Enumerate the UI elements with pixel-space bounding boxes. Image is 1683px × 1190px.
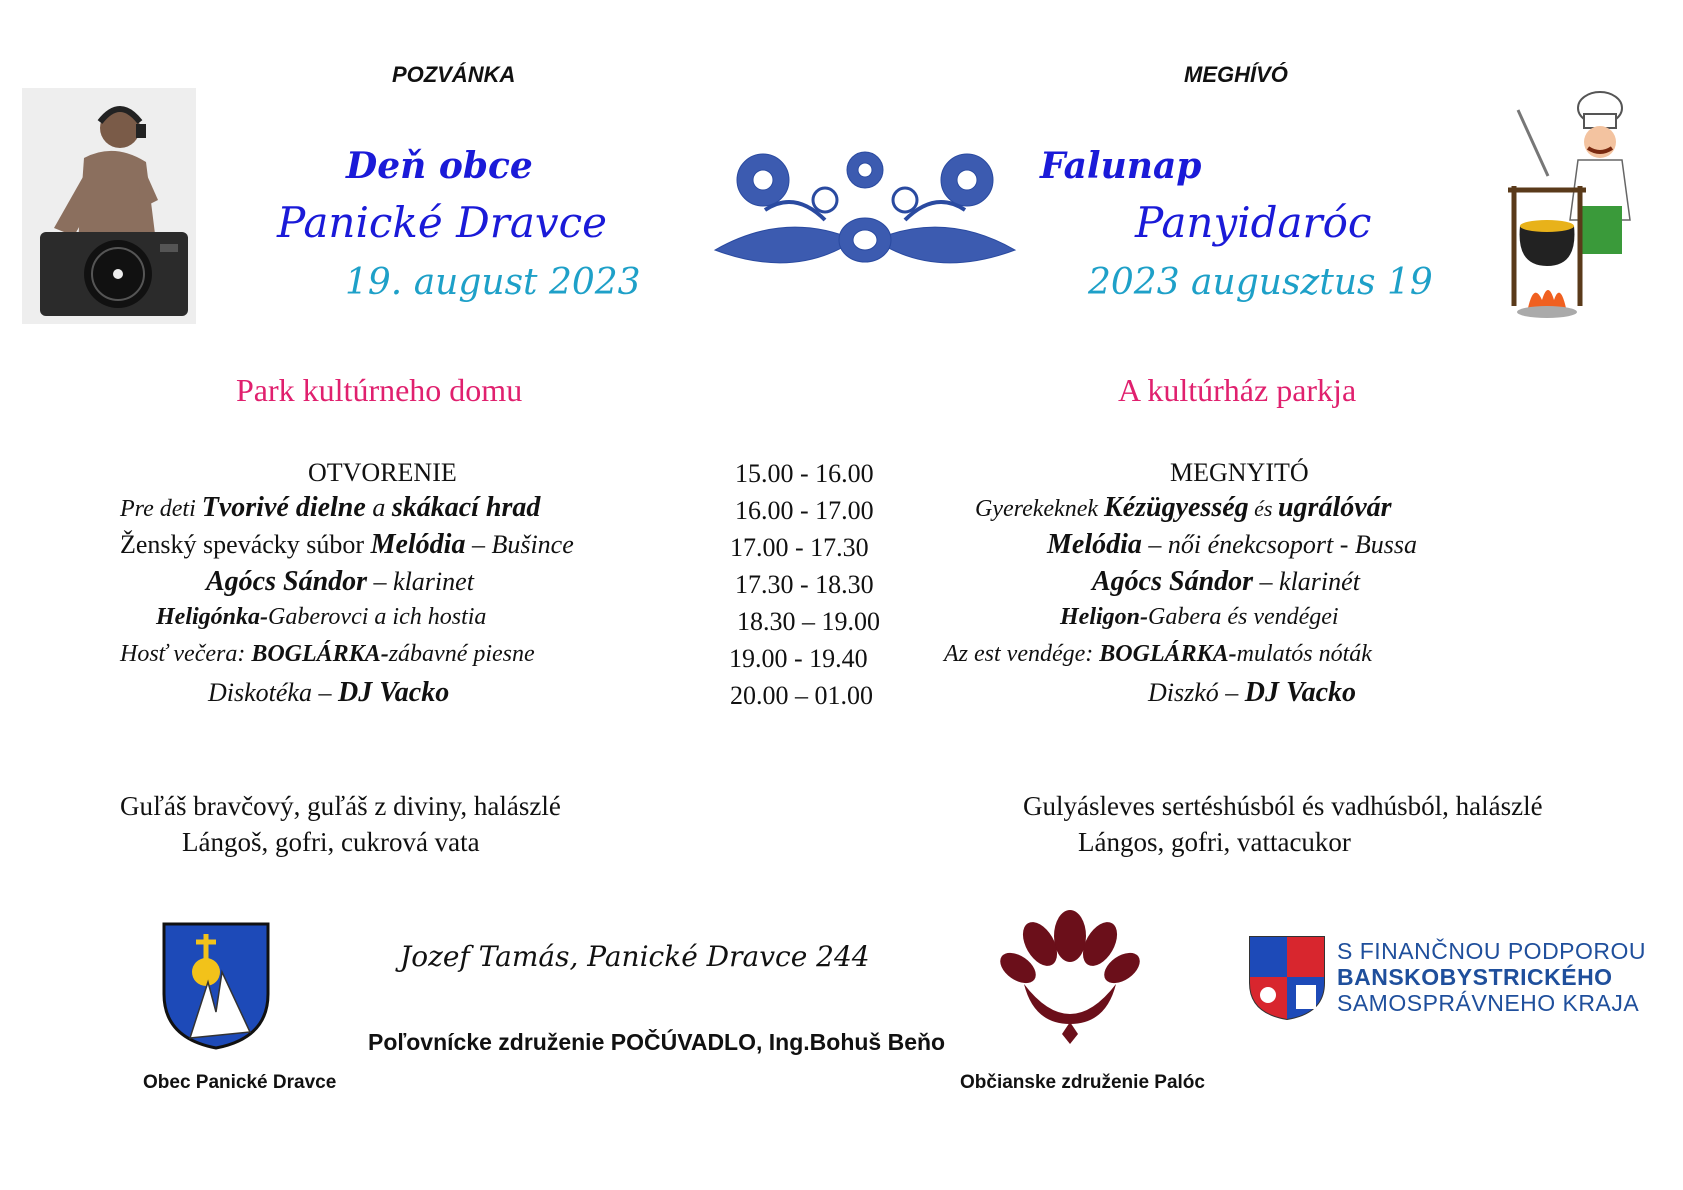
left-venue: Park kultúrneho domu	[236, 372, 523, 408]
bbsk-line1: S FINANČNOU PODPOROU	[1337, 938, 1647, 964]
signature: Jozef Tamás, Panické Dravce 244	[400, 940, 870, 973]
coat-caption: Obec Panické Dravce	[143, 1072, 337, 1093]
time-slot: 18.30 – 19.00	[737, 607, 880, 636]
hunters-association: Poľovnícke združenie POČÚVADLO, Ing.Bohuš Beňo	[368, 1029, 946, 1055]
left-title-line2: Panické Dravce	[277, 198, 607, 247]
right-opening: MEGNYITÓ	[1170, 458, 1309, 487]
palóc-caption: Občianske združenie Palóc	[960, 1072, 1205, 1093]
bbsk-coat-of-arms	[1248, 935, 1326, 1021]
left-date: 19. august 2023	[345, 262, 641, 303]
right-program-row: Gyerekeknek Kézügyesség és ugrálóvár	[975, 492, 1392, 523]
left-header: POZVÁNKA	[392, 62, 516, 87]
left-opening: OTVORENIE	[308, 458, 457, 487]
left-program-row: Hosť večera: BOGLÁRKA-zábavné piesne	[120, 641, 535, 667]
right-program-row: Diszkó – DJ Vacko	[1148, 677, 1357, 708]
time-slot: 15.00 - 16.00	[735, 459, 874, 488]
right-program-row: Heligon-Gabera és vendégei	[1060, 604, 1339, 630]
right-title-line1: Falunap	[1040, 145, 1202, 187]
right-program-row: Melódia – női énekcsoport - Bussa	[1047, 529, 1418, 560]
time-slot: 19.00 - 19.40	[729, 644, 868, 673]
left-food-line2: Lángoš, gofri, cukrová vata	[182, 827, 480, 857]
bbsk-support-text	[1337, 938, 1646, 1016]
right-food-line2: Lángos, gofri, vattacukor	[1078, 827, 1351, 857]
time-slot: 16.00 - 17.00	[735, 496, 874, 525]
left-program-row: Pre deti Tvorivé dielne a skákací hrad	[120, 492, 541, 523]
right-date: 2023 augusztus 19	[1088, 262, 1433, 303]
left-program-row: Ženský spevácky súbor Melódia – Bušince	[120, 529, 574, 560]
chef-cooking-illustration	[1500, 86, 1665, 326]
time-slot: 17.30 - 18.30	[735, 570, 874, 599]
right-venue: A kultúrház parkja	[1118, 372, 1357, 408]
right-program-row: Agócs Sándor – klarinét	[1092, 566, 1360, 597]
time-slot: 20.00 – 01.00	[730, 681, 873, 710]
bbsk-line2: BANSKOBYSTRICKÉHO	[1337, 964, 1613, 990]
left-program-row: Agócs Sándor – klarinet	[206, 566, 474, 597]
left-program-row: Heligónka-Gaberovci a ich hostia	[156, 604, 487, 630]
coat-of-arms	[160, 920, 272, 1050]
bbsk-line3: SAMOSPRÁVNEHO KRAJA	[1337, 990, 1640, 1016]
folk-floral-ornament	[705, 140, 1025, 300]
right-program-row: Az est vendége: BOGLÁRKA-mulatós nóták	[944, 641, 1372, 667]
right-title-line2: Panyidaróc	[1135, 198, 1372, 247]
dj-turntable-illustration	[22, 88, 196, 324]
palóc-flower-logo	[1000, 910, 1140, 1045]
right-food-line1: Gulyásleves sertéshúsból és vadhúsból, halászlé	[1023, 791, 1543, 821]
left-program-row: Diskotéka – DJ Vacko	[208, 677, 450, 708]
left-food-line1: Guľáš bravčový, guľáš z diviny, halászlé	[120, 791, 561, 821]
left-title-line1: Deň obce	[346, 145, 533, 187]
time-slot: 17.00 - 17.30	[730, 533, 869, 562]
right-header: MEGHÍVÓ	[1184, 62, 1288, 87]
